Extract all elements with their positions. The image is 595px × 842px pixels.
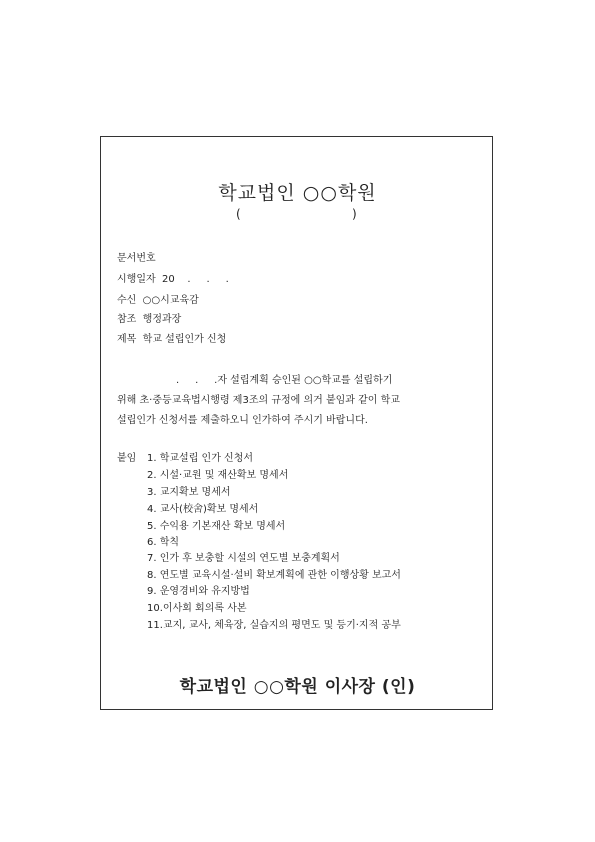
issue-date: 시행일자 20 . . . [117,274,229,285]
document-title: 학교법인 ○○학원 [218,182,377,204]
body-line-3: 설립인가 신청서를 제출하오니 인가하여 주시기 바랍니다. [117,415,368,426]
attachment-item: 8. 연도별 교육시설·설비 확보계획에 관한 이행상황 보고서 [147,570,401,581]
attachment-item: 9. 운영경비와 유지방법 [147,586,250,597]
attachment-item: 5. 수익용 기본재산 확보 명세서 [147,521,286,532]
doc-number-label: 문서번호 [117,253,156,264]
title-paren-close: ) [352,207,357,221]
recipient: 수신 ○○시교육감 [117,295,199,306]
attachment-item: 3. 교지확보 명세서 [147,487,231,498]
attachment-item: 4. 교사(校舍)확보 명세서 [147,504,259,515]
attachments-label: 붙임 [117,453,137,464]
attachment-item: 6. 학칙 [147,537,180,548]
signature-line: 학교법인 ○○학원 이사장 (인) [179,677,416,697]
attachment-item: 1. 학교설립 인가 신청서 [147,453,254,464]
attachment-item: 2. 시설·교원 및 재산확보 명세서 [147,470,289,481]
subject: 제목 학교 설립인가 신청 [117,334,227,345]
attachment-item: 7. 인가 후 보충할 시설의 연도별 보충계획서 [147,553,340,564]
title-paren-open: ( [236,207,241,221]
reference: 참조 행정과장 [117,314,182,325]
body-line-2: 위해 초·중등교육법시행령 제3조의 규정에 의거 붙임과 같이 학교 [117,395,400,406]
body-line-1: . . .자 설립계획 승인된 ○○학교를 설립하기 [176,375,393,386]
attachment-item: 10.이사회 회의록 사본 [147,603,247,614]
attachment-item: 11.교지, 교사, 체육장, 실습지의 평면도 및 등기·지적 공부 [147,620,401,631]
